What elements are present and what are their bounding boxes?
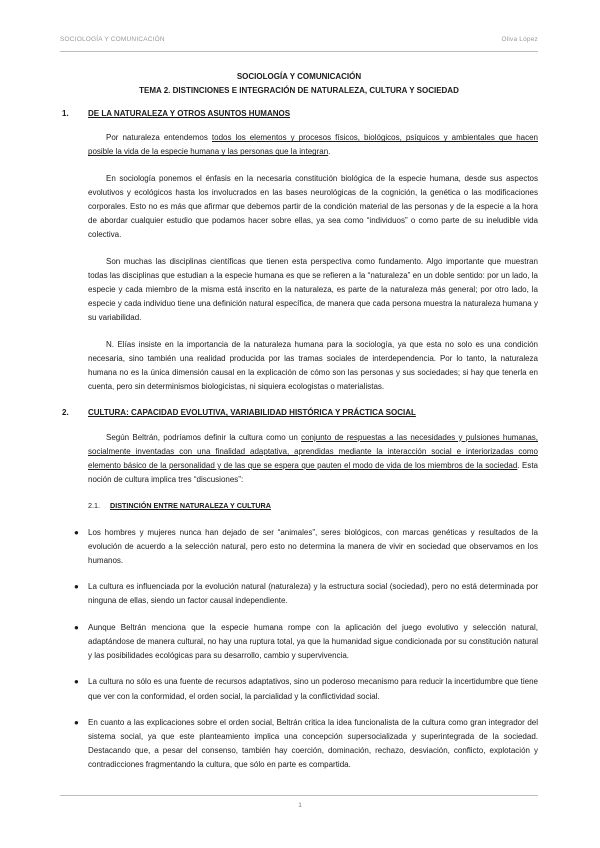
list-item [74, 621, 538, 664]
section-1-paragraph-2: En sociología ponemos el énfasis en la necesaria constitución biológica de la especie humana, desde sus aspectos evolutivos y ecológicos hasta los involucrados en las bases neurológicas de la cognición, la genética o las modificaciones corporales. Esto no es más que afirmar que debemos partir de la condición material de las personas y de la especie a la hora de abordar cualquier estudio que podamos hacer sobre ellas, ya sea como “individuos” o como parte de su ineludible vida colectiva. [88, 173, 538, 240]
document-title: SOCIOLOGÍA Y COMUNICACIÓN [236, 72, 362, 81]
section-1-title: DE LA NATURALEZA Y OTROS ASUNTOS HUMANOS [88, 109, 291, 118]
bullet-list [74, 526, 538, 773]
bullet-icon: ● [74, 527, 79, 537]
page-number: 1 [298, 802, 302, 809]
subsection-2-1-number: 2.1. [88, 501, 100, 511]
list-item-text: Los hombres y mujeres nunca han dejado de ser “animales”, seres biológicos, con marcas genéticas y resultados de la evolución de acuerdo a la selección natural, pero esto no determina la manera de vivir en sociedad que observamos en los humanos. [88, 527, 538, 566]
list-item [74, 675, 538, 703]
section-1-paragraph-3: Son muchas las disciplinas científicas que tienen esta perspectiva como fundamento. Algo importante que muestran todas las disciplinas que estudian a la especie humana es que se refieren a la “naturaleza” en un doble sentido: por un lado, la especie y cada miembro de la misma está inscrito en la naturaleza, es parte de la naturaleza más general; por otro lado, la especie y cada individuo tiene una definición natural específica, de manera que cada persona muestra la naturaleza humana y su variabilidad. [88, 256, 538, 323]
running-header-title: SOCIOLOGÍA Y COMUNICACIÓN [60, 36, 165, 43]
document-subtitle: TEMA 2. DISTINCIONES E INTEGRACIÓN DE NATURALEZA, CULTURA Y SOCIEDAD [139, 86, 459, 95]
list-item-text: La cultura no sólo es una fuente de recursos adaptativos, sino un poderoso mecanismo para reducir la incertidumbre que tiene que ver con la conformidad, el orden social, la parcialidad y la conflictividad social. [88, 677, 538, 701]
bullet-icon: ● [74, 622, 79, 632]
section-1-heading [62, 107, 538, 121]
running-header-author: Oliva López [501, 36, 538, 43]
list-item [74, 580, 538, 608]
document-body [62, 107, 538, 785]
bullet-icon: ● [74, 582, 79, 592]
document-title-block [60, 70, 538, 98]
underlined-definition: conjunto de respuestas a las necesidades y pulsiones humanas, socialmente inventadas con una finalidad adaptativa, aprendidas mediante la interacción social e interiorizadas como elemento básico de la personalidad y de las que se espera que pauten el modo de vida de los miembros de la sociedad [88, 432, 538, 471]
text-run: . Esta noción de cultura implica tres “discusiones”: [88, 461, 538, 485]
bullet-icon: ● [74, 677, 79, 687]
list-item [74, 716, 538, 773]
subsection-2-1-title: DISTINCIÓN ENTRE NATURALEZA Y CULTURA [110, 501, 271, 511]
section-2-heading [62, 406, 538, 420]
list-item-text: Aunque Beltrán menciona que la especie humana rompe con la aplicación del juego evolutivo y selección natural, adaptándose de manera cultural, no hay una ruptura total, ya que la humanidad sigue condicionada por su constitución natural y las posibilidades ecológicas para su desarrollo, cambio y supervivencia. [88, 622, 538, 661]
text-run: . [328, 147, 331, 157]
section-1-paragraph-1 [88, 131, 538, 159]
text-run: Por naturaleza entendemos [106, 133, 212, 143]
list-item-text: En cuanto a las explicaciones sobre el orden social, Beltrán critica la idea funcionalista de la cultura como gran integrador del sistema social, ya que este planteamiento implica una concepción supersocializada y superintegrada de la sociedad. Destacando que, a pesar del consenso, también hay coerción, dominación, rechazo, desviación, conflicto, explotación y contradicciones fragmentando la cultura, que sólo en parte es compartida. [88, 717, 538, 770]
list-item [74, 526, 538, 569]
section-2-number: 2. [62, 408, 69, 418]
text-run: Según Beltrán, podríamos definir la cultura como un [106, 432, 302, 442]
section-2-title: CULTURA: CAPACIDAD EVOLUTIVA, VARIABILIDAD HISTÓRICA Y PRÁCTICA SOCIAL [88, 408, 416, 418]
section-2-paragraph-1 [88, 431, 538, 488]
list-item-text: La cultura es influenciada por la evolución natural (naturaleza) y la estructura social (sociedad), pero no está determinada por ninguna de ellas, siendo un factor causal independiente. [88, 582, 538, 606]
section-1-number: 1. [62, 109, 69, 118]
bullet-icon: ● [74, 717, 79, 727]
subsection-2-1-heading [88, 499, 538, 513]
header-divider [60, 51, 538, 52]
footer-divider [60, 795, 538, 796]
section-1-paragraph-4: N. Elías insiste en la importancia de la naturaleza humana para la sociología, ya que esta no solo es una condición necesaria, sino también una realidad producida por las tramas sociales de interdependencia. Por lo tanto, la naturaleza humana no es la única dimensión causal en la explicación de cómo son las personas y sus sociedades; si hay que tenerla en cuenta, pero sin determinismos biologicistas, ni siquiera ecologistas o materialistas. [88, 339, 538, 392]
underlined-definition: todos los elementos y procesos físicos, biológicos, psíquicos y ambientales que hacen posible la vida de la especie humana y las personas que la integran [88, 133, 538, 157]
